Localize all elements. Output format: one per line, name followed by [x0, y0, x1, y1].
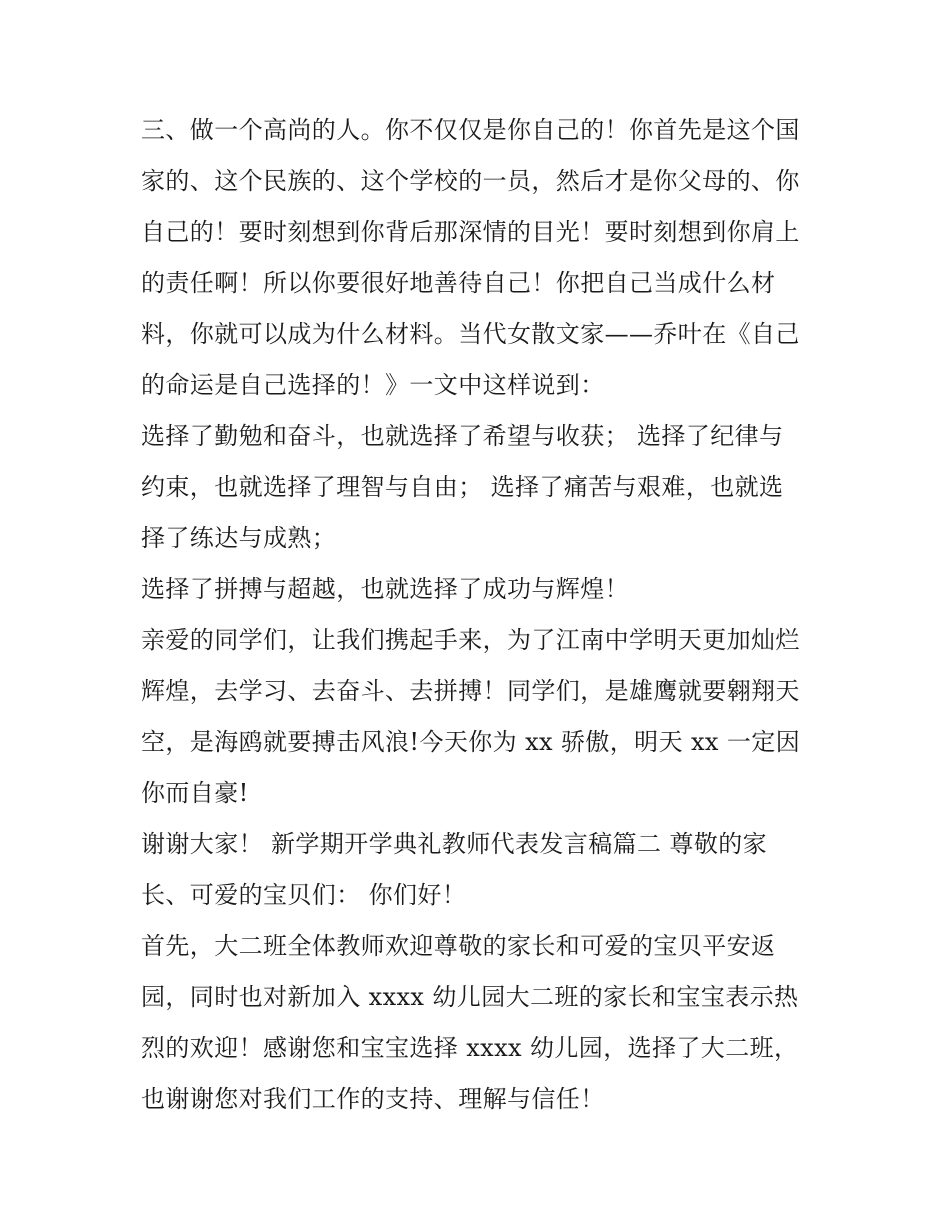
- text-line: 的命运是自己选择的！》一文中这样说到：: [141, 371, 605, 399]
- text-line: 自己的！要时刻想到你背后那深情的目光！要时刻想到你肩上: [141, 218, 800, 246]
- text-line: 约束，也就选择了理智与自由； 选择了痛苦与艰难，也就选: [141, 473, 784, 501]
- text-line: 烈的欢迎！感谢您和宝宝选择 xxxx 幼儿园，选择了大二班，: [141, 1034, 799, 1062]
- text-line: 首先，大二班全体教师欢迎尊敬的家长和可爱的宝贝平安返: [141, 932, 776, 960]
- text-line: 选择了拼搏与超越，也就选择了成功与辉煌！: [141, 575, 629, 603]
- text-line: 空，是海鸥就要搏击风浪!今天你为 xx 骄傲，明天 xx 一定因: [141, 728, 801, 756]
- text-line: 谢谢大家！ 新学期开学典礼教师代表发言稿篇二 尊敬的家: [141, 830, 768, 858]
- text-line: 也谢谢您对我们工作的支持、理解与信任！: [141, 1085, 605, 1113]
- text-line: 辉煌，去学习、去奋斗、去拼搏！同学们，是雄鹰就要翱翔天: [141, 677, 800, 705]
- text-line: 家的、这个民族的、这个学校的一员，然后才是你父母的、你: [141, 167, 800, 195]
- text-line: 料，你就可以成为什么材料。当代女散文家——乔叶在《自己: [141, 320, 800, 348]
- text-line: 择了练达与成熟；: [141, 524, 337, 552]
- text-line: 的责任啊！所以你要很好地善待自己！你把自己当成什么材: [141, 269, 776, 297]
- text-line: 三、做一个高尚的人。你不仅仅是你自己的！你首先是这个国: [141, 116, 800, 144]
- text-line: 亲爱的同学们，让我们携起手来，为了江南中学明天更加灿烂: [141, 626, 800, 654]
- text-line: 选择了勤勉和奋斗，也就选择了希望与收获； 选择了纪律与: [141, 422, 784, 450]
- text-line: 园，同时也对新加入 xxxx 幼儿园大二班的家长和宝宝表示热: [141, 983, 799, 1011]
- text-line: 长、可爱的宝贝们： 你们好！: [141, 881, 467, 909]
- text-line: 你而自豪!: [141, 779, 249, 807]
